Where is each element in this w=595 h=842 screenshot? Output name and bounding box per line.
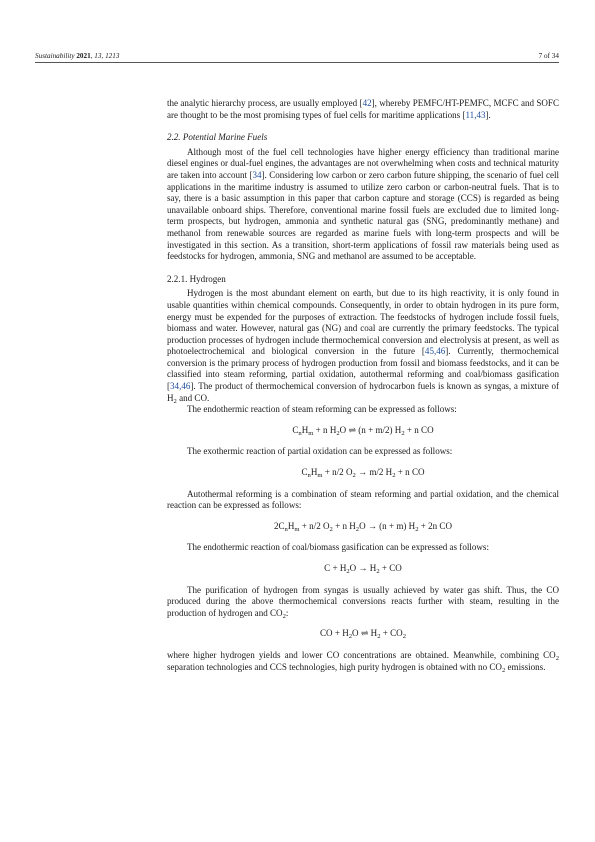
equation: $C_nH_m + n$ $H_2O$ ⇌ (n + m/2) $H_2 + n$ CO [292, 424, 434, 437]
paragraph: Although most of the fuel cell technologies have higher energy efficiency than traditional marine diesel engines or dual-fuel engines, the advantages are not overwhelming when costs and technical maturity are taken into account [34]. Considering low carbon or zero carbon future shipping, the scenario of fuel cell applications in the maritime industry is assumed to utilize zero carbon or carbon-neutral fuels. That is to say, there is a basic assumption in this paper that carbon capture and storage (CCS) is regarded as being unavailable onboard ships. Therefore, conventional marine fossil fuels are excluded due to limited long-term prospects, but hydrogen, ammonia and synthetic natural gas (SNG, predominantly methane) and methanol from renewable sources are regarded as marine fuels with long-term prospects and will be investigated in this section. As a transition, short-term applications of fossil raw materials being used as feedstocks for hydrogen, ammonia, SNG and methanol are assumed to be acceptable. [167, 146, 560, 262]
paragraph: The purification of hydrogen from syngas is usually achieved by water gas shift. Thus, the CO produced during the above thermochemical conversions reacts further with steam, resulting in the production of hydrogen and $CO_2$: [167, 584, 559, 620]
citation-link[interactable]: 42 [362, 98, 372, 108]
citation-link[interactable]: 11,43 [465, 109, 486, 120]
paragraph: Hydrogen is the most abundant element on earth, but due to its high reactivity, it is only found in usable quantities within chemical compounds. Consequently, in order to obtain hydrogen in its pure form, energy must be expended for the purposes of extraction. The feedstocks of hydrogen include fossil fuels, biomass and water. However, natural gas (NG) and coal are currently the primary feedstocks. The typical production processes of hydrogen include thermochemical conversion and electrolysis at present, as well as photoelectrochemical and biological conversion in the future [45,46]. Currently, thermochemical conversion is the primary process of hydrogen production from fossil and biomass feedstocks, and it can be classified into steam reforming, partial oxidation, autothermal reforming and coal/biomass gasification [34,46]. The product of thermochemical conversion of hydrocarbon fuels is known as syngas, a mixture of $H_2$ and CO. [167, 288, 560, 405]
paragraph: The exothermic reaction of partial oxidation can be expressed as follows: [187, 446, 453, 457]
paragraph-continued: the analytic hierarchy process, are usually employed [42], whereby PEMFC/HT-PEMFC, MCFC and SOFC are thought to be the most promising types of fuel cells for maritime applications [11,43]. [167, 98, 559, 120]
citation-link[interactable]: 34,46 [170, 381, 191, 392]
paragraph: Autothermal reforming is a combination of steam reforming and partial oxidation, and the chemical reaction can be expressed as follows: [167, 488, 559, 511]
subsection-heading: 2.2.1. Hydrogen [167, 273, 226, 284]
equation: CO + $H_2O$ ⇌ $H_2 + CO_2$ [320, 628, 406, 641]
equation: $C + H_2O \to H_2$ + CO [324, 563, 402, 575]
paragraph: The endothermic reaction of coal/biomass gasification can be expressed as follows: [187, 542, 489, 553]
journal-citation: Sustainability 2021, 13, 1213 [35, 52, 120, 60]
equation: $2C_nH_m + n/2$ $O_2 + n$ $H_2O \to (n + m) H_2 + 2n$ CO [273, 520, 452, 533]
section-heading: 2.2. Potential Marine Fuels [167, 132, 268, 143]
page-body [167, 98, 559, 673]
paragraph: The endothermic reaction of steam reforming can be expressed as follows: [187, 404, 457, 415]
journal-name: Sustainability [35, 52, 75, 60]
page-number: 7 of 34 [538, 52, 559, 60]
journal-volume: 13 [94, 52, 102, 60]
paragraph-continued: where higher hydrogen yields and lower CO concentrations are obtained. Meanwhile, combining $CO_2$ separation technologies and CCS technologies, high purity hydrogen is obtained with no $CO_2$ emissions. [167, 649, 559, 674]
citation-link[interactable]: 45,46 [424, 346, 446, 357]
journal-year: 2021 [76, 52, 91, 60]
article-number: 1213 [105, 52, 120, 60]
header-rule [35, 62, 559, 63]
equation: $C_nH_m + n/2$ $O_2 \to m/2$ $H_2 + n$ CO [301, 467, 425, 480]
citation-link[interactable]: 34 [252, 169, 262, 180]
